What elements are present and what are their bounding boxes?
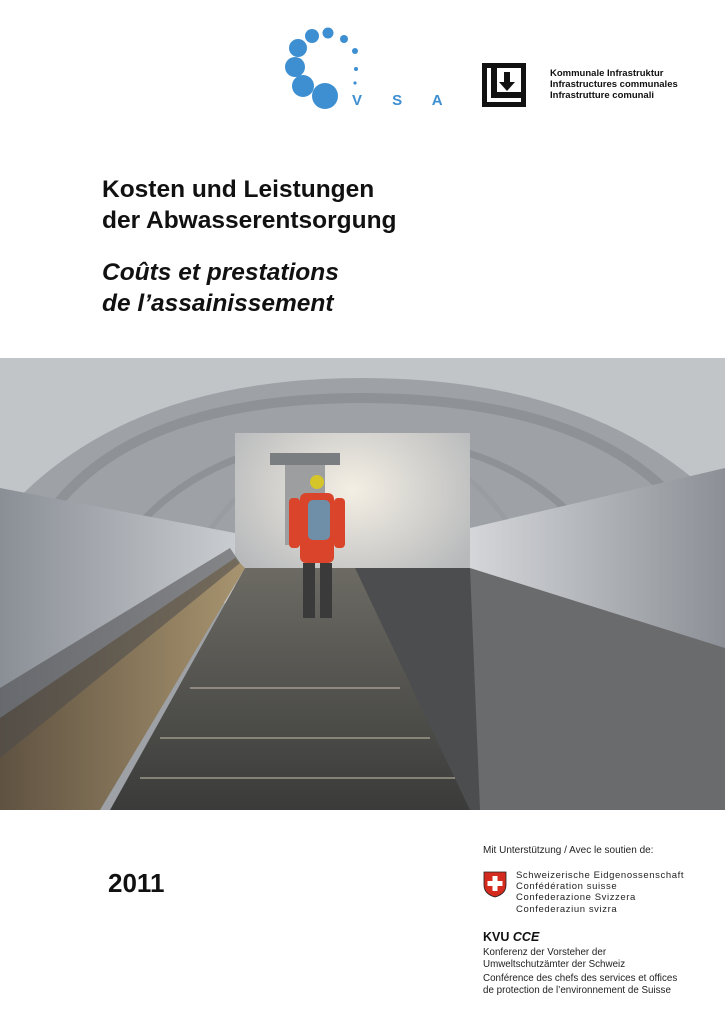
swiss-confederation-text [516, 870, 684, 915]
ki-line-de: Kommunale Infrastruktur [550, 68, 664, 79]
swiss-line-de: Schweizerische Eidgenossenschaft [516, 870, 685, 881]
kvu-french-text [483, 973, 677, 996]
title-fr-line-2: de l’assainissement [102, 290, 334, 317]
swiss-line-it: Confederazione Svizzera [516, 892, 636, 904]
kvu-fr-line-2: de protection de l’environnement de Suisse [483, 984, 671, 996]
sewer-tunnel-photo [0, 358, 725, 810]
kvu-abbrev: KVU [483, 930, 510, 944]
ki-line-fr: Infrastructures communales [550, 79, 678, 90]
kvu-de-line-2: Umweltschutzämter der Schweiz [483, 958, 626, 970]
kvu-de-line-1: Konferenz der Vorsteher der [483, 947, 607, 958]
swiss-coat-of-arms-icon [483, 871, 507, 898]
kvu-fr-line-1: Conférence des chefs des services et offices [483, 973, 678, 984]
swiss-line-rm: Confederaziun svizra [516, 903, 618, 915]
kommunale-infrastruktur-text [550, 68, 678, 101]
title-fr-line-1: Coûts et prestations [102, 259, 339, 286]
title-de-line-1: Kosten und Leistungen [102, 176, 375, 203]
ki-line-it: Infrastrutture comunali [550, 90, 654, 101]
publication-year: 2011 [108, 868, 165, 898]
title-french [102, 257, 339, 319]
support-label: Mit Unterstützung / Avec le soutien de: [483, 845, 654, 856]
kvu-cce-title [483, 930, 539, 944]
vsa-wordmark: V S A [352, 92, 456, 109]
kommunale-infrastruktur-logo-icon [482, 63, 526, 107]
cce-abbrev: CCE [512, 930, 540, 944]
title-de-line-2: der Abwasserentsorgung [102, 207, 397, 234]
swiss-line-fr: Confédération suisse [516, 881, 618, 893]
title-german [102, 174, 397, 236]
kvu-german-text [483, 947, 625, 970]
